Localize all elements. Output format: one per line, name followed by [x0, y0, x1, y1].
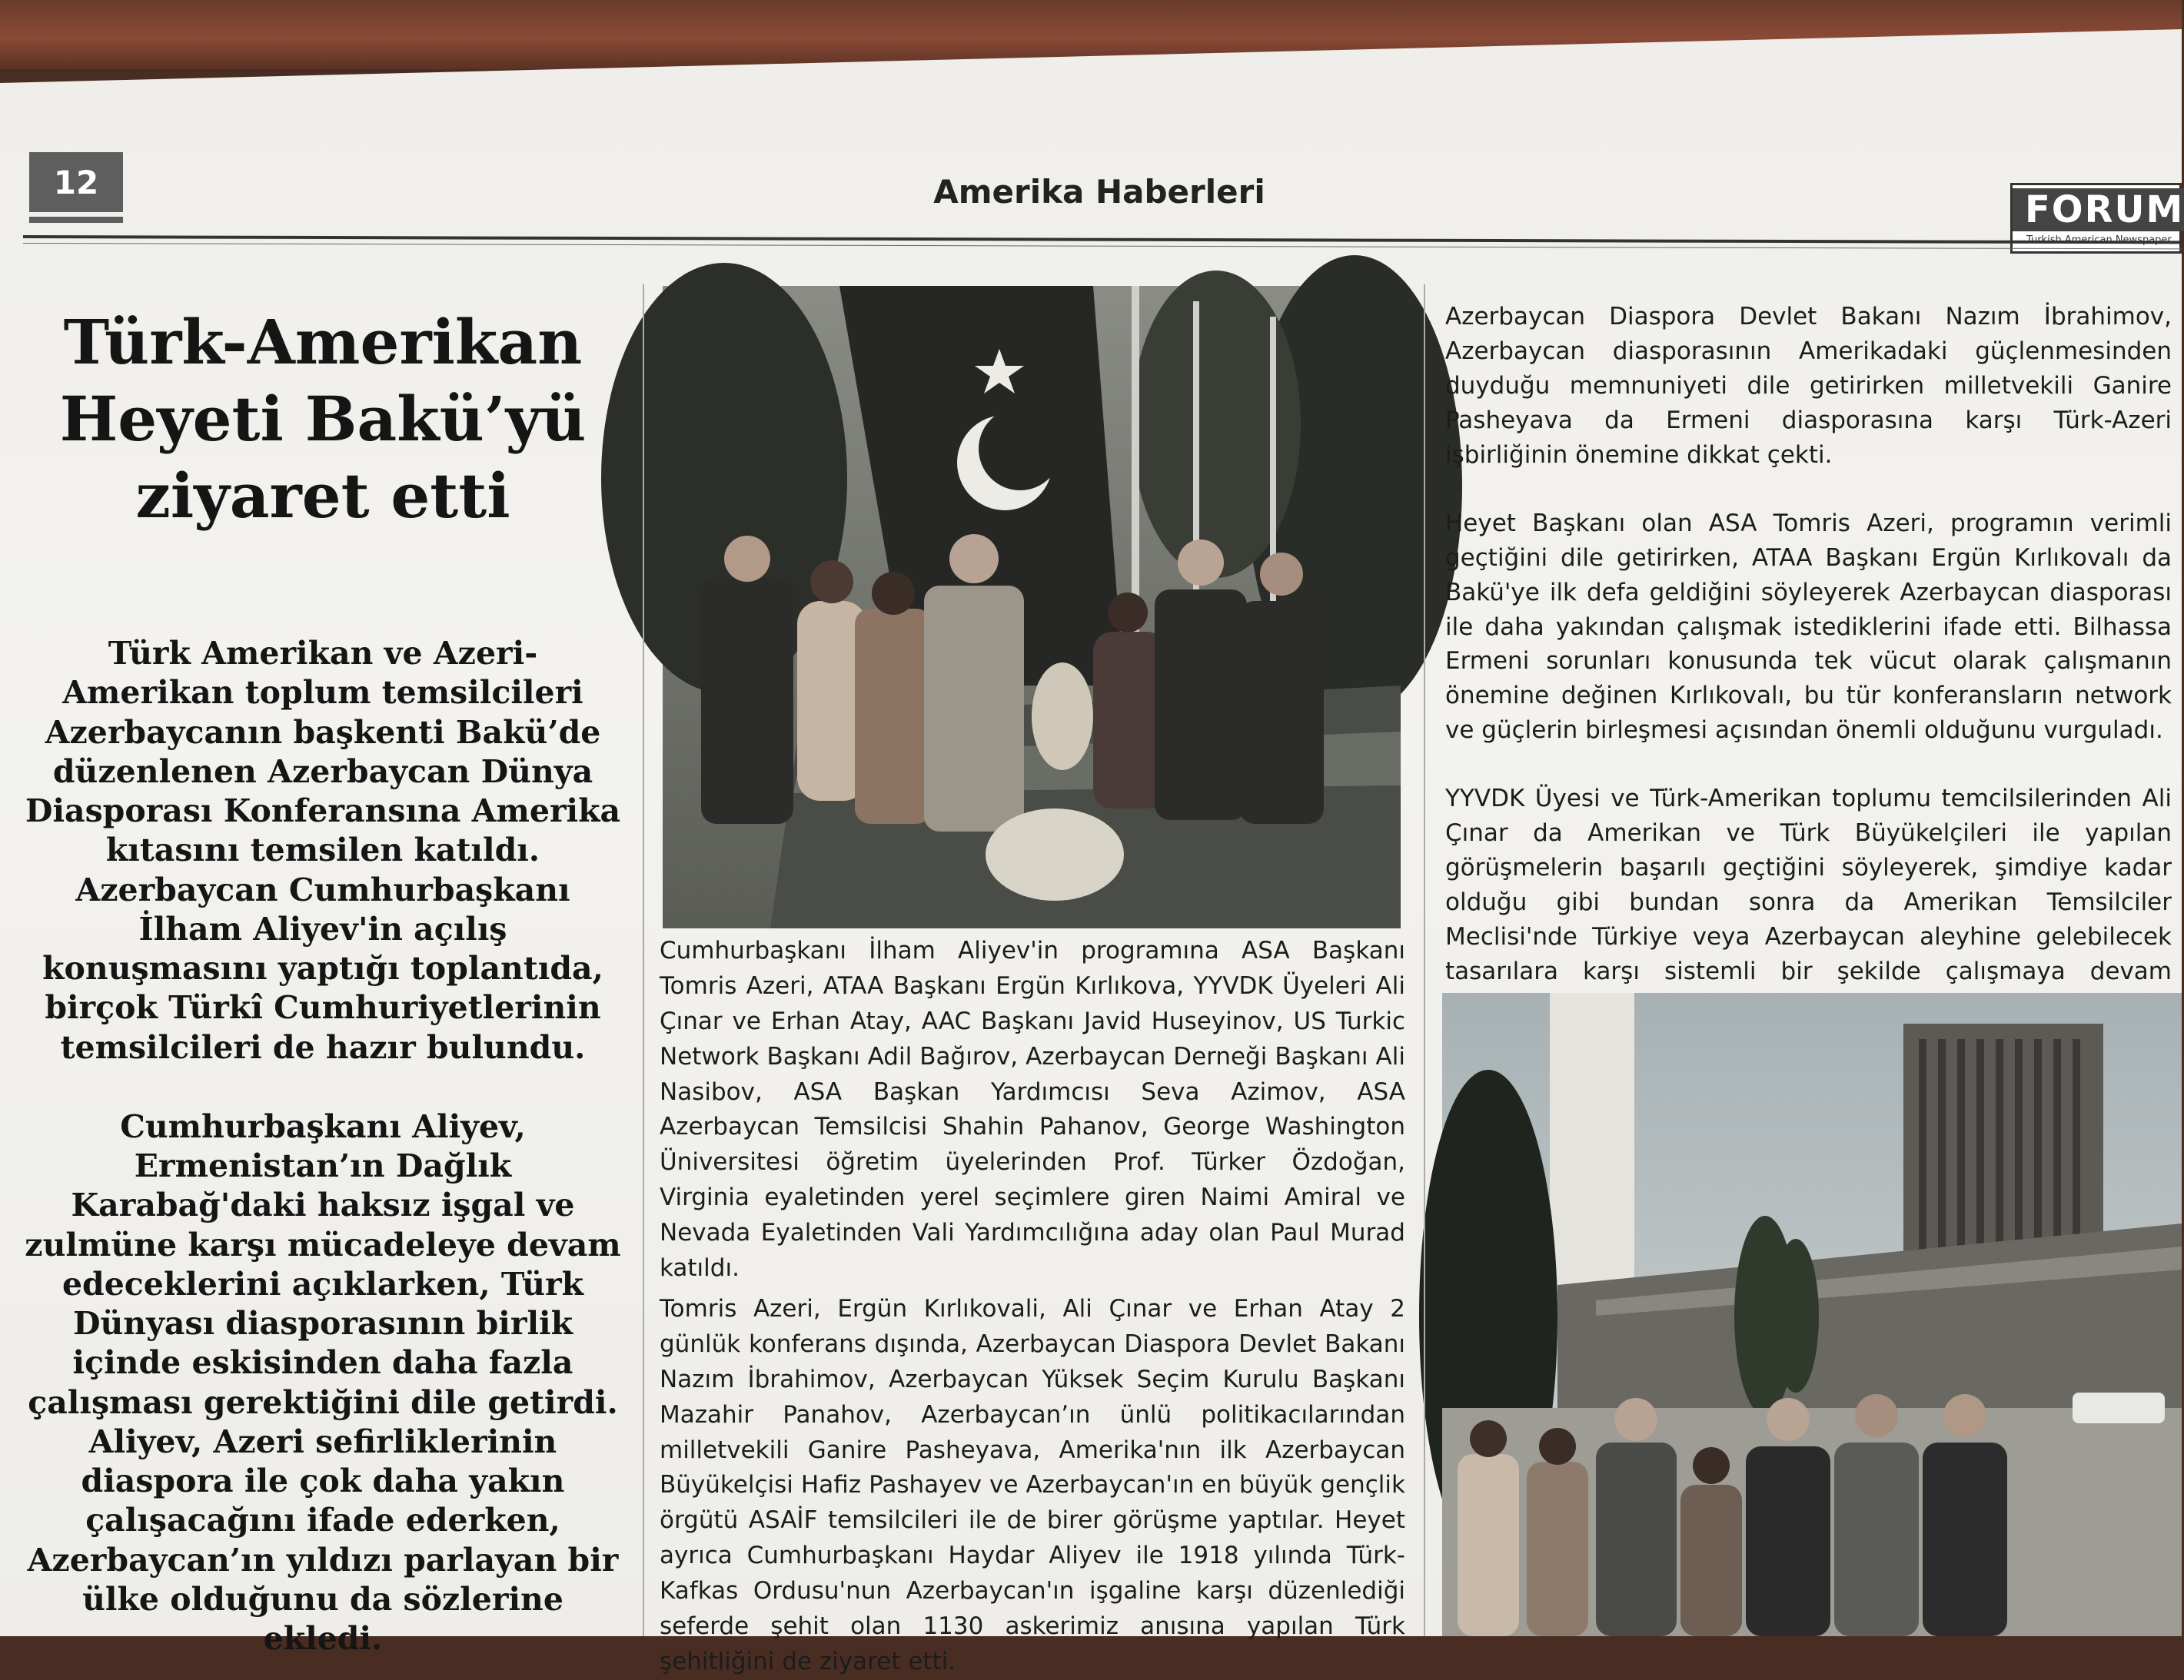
- article-headline: [23, 304, 623, 534]
- body-paragraph: Azerbaycan Diaspora Devlet Bakanı Nazım İbrahimov, Azerbaycan diasporasının Amerikadaki güçlenmesinden duyduğu memnuniyeti dile getirirken milletvekili Ganire Pasheyava da Ermeni diasporasına karşı Türk-Azeri işbirliğinin önemine dikkat çekti.: [1445, 303, 2172, 469]
- headline-line: Heyeti Bakü’yü: [59, 383, 587, 455]
- column-divider: [643, 284, 644, 1636]
- memorial-photo: [663, 286, 1401, 928]
- lead-paragraph: Türk Amerikan ve Azeri-Amerikan toplum temsilcileri Azerbaycanın başkenti Bakü’de düzenlenen Azerbaycan Dünya Diasporası Konferansına Amerika kıtasını temsilen katıldı. Azerbaycan Cumhurbaşkanı İlham Aliyev'in açılış konuşmasını yaptığı toplantıda, birçok Türkî Cumhuriyetlerinin temsilcileri de hazır bulundu.: [25, 635, 621, 1066]
- photo-caption: Cumhurbaşkanı İlham Aliyev'in programına ASA Başkanı Tomris Azeri, ATAA Başkanı Ergün Kırlıkova, YYVDK Üyeleri Ali Çınar ve Erhan Atay, AAC Başkanı Javid Huseyinov, US Turkic Network Başkanı Adil Bağırov, Azerbaycan Derneği Başkanı Ali Nasibov, ASA Başkan Yardımcısı Seva Azimov, ASA Azerbaycan Temsilcisi Shahin Pahanov, George Washington Üniversitesi öğretim üyelerinden Prof. Türker Özdoğan, Virginia eyaletinden yerel seçimlere giren Naimi Amiral ve Nevada Eyaletinden Vali Yardımcılığına aday olan Paul Murad katıldı.: [660, 937, 1405, 1282]
- memorial-photo-image: [663, 286, 1401, 928]
- right-column: [1445, 300, 2172, 1024]
- body-paragraph: Heyet Başkanı olan ASA Tomris Azeri, programın verimli geçtiğini dile getirirken, ATAA Başkanı Ergün Kırlıkovalı da Bakü'ye ilk defa geldiğini söyleyerek Azerbaycan diasporası ile daha yakından çalışmak istediklerini ifade etti. Bilhassa Ermeni sorunları konusunda tek vücut olarak çalışmanın önemine değinen Kırlıkovalı, bu tür konferansların network ve güçlerin birleşmesi açısından önemli olduğunu vurguladı.: [1445, 509, 2172, 745]
- parliament-photo-image: [1442, 993, 2182, 1636]
- parliament-photo: [1442, 993, 2182, 1636]
- section-title: Amerika Haberleri: [933, 173, 1265, 211]
- column-divider: [1424, 284, 1425, 1636]
- forum-logo-word: FORUM: [2013, 188, 2184, 231]
- body-paragraph: Tomris Azeri, Ergün Kırlıkovali, Ali Çınar ve Erhan Atay 2 günlük konferans dışında, Azerbaycan Diaspora Devlet Bakanı Nazım İbrahimov, Azerbaycan Yüksek Seçim Kurulu Başkanı Mazahir Panahov, Azerbaycan’ın ünlü politikacılarından milletvekili Ganire Pasheyava, Amerika'nın ilk Azerbaycan Büyükelçisi Hafiz Pashayev ve Azerbaycan'ın en büyük gençlik örgütü ASAİF temsilcileri ile de birer görüşme yaptılar. Heyet ayrıca Cumhurbaşkanı Haydar Aliyev ile 1918 yılında Türk-Kafkas Ordusu'nun Azerbaycan'ın işgaline karşı düzenlediği seferde şehit olan 1130 askerimiz anısına yapılan Türk şehitliğini de ziyaret etti.: [660, 1295, 1405, 1675]
- lead-paragraph: Cumhurbaşkanı Aliyev, Ermenistan’ın Dağlık Karabağ'daki haksız işgal ve zulmüne karşı mücadeleye devam edeceklerini açıklarken, Türk Dünyası diasporasının birlik içinde eskisinden daha fazla çalışması gerektiğini dile getirdi. Aliyev, Azeri sefirliklerinin diaspora ile çok daha yakın çalışacağını ifade ederken, Azerbaycan’ın yıldızı parlayan bir ülke olduğunu da sözlerine ekledi.: [25, 1107, 621, 1657]
- page-number-underline: [29, 217, 123, 223]
- page-number: 12: [29, 152, 123, 212]
- headline-line: Türk-Amerikan: [63, 306, 583, 378]
- lead-text: [23, 634, 623, 1658]
- body-paragraph: YYVDK Üyesi ve Türk-Amerikan toplumu temcilsilerinden Ali Çınar da Amerikan ve Türk Büyükelçileri ile yapılan görüşmelerin başarılı geçtiğini söyleyerek, şimdiye kadar olduğu gibi bundan sonra da Amerikan Temsilciler Meclisi'nde Türkiye veya Azerbaycan aleyhine gelebilecek tasarılara karşı sistemli bir şekilde çalışmaya devam: [1445, 785, 2172, 985]
- headline-line: ziyaret etti: [135, 460, 510, 532]
